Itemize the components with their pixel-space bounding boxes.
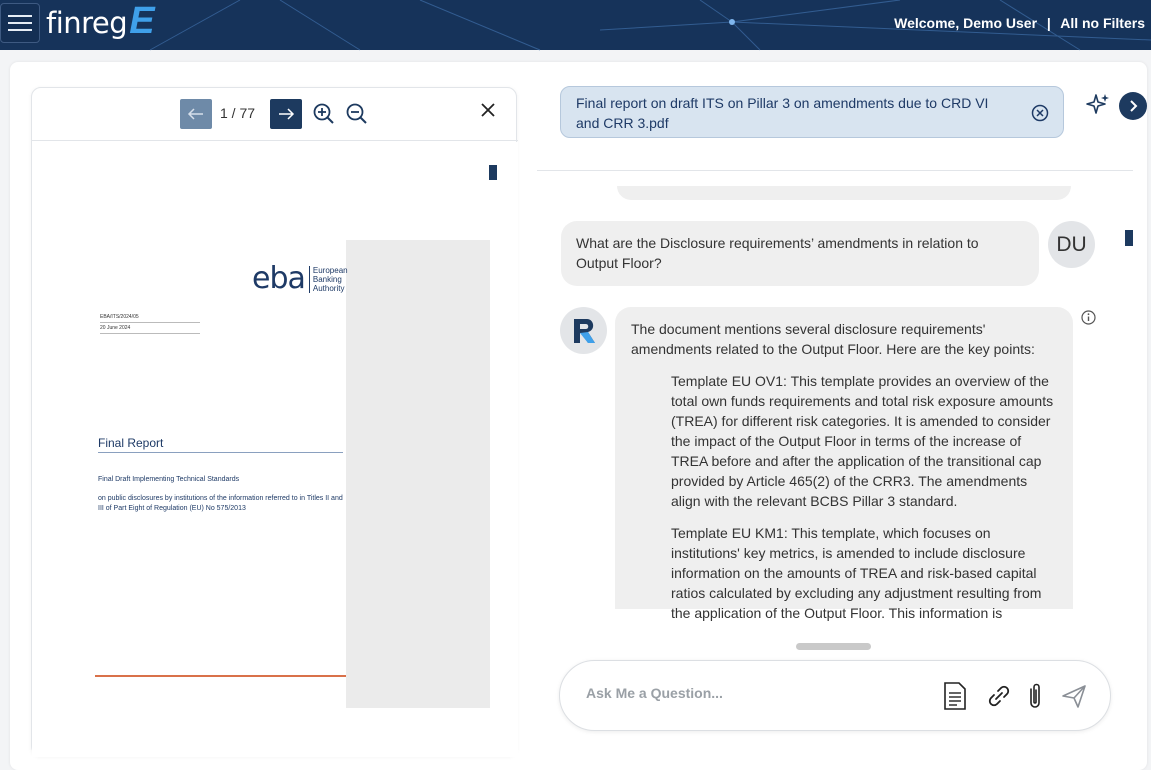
page-title: Final Report xyxy=(98,436,343,453)
question-input[interactable] xyxy=(586,685,916,701)
logo-text: finreg xyxy=(46,6,128,40)
filters-link[interactable]: All no Filters xyxy=(1060,15,1145,31)
document-reference xyxy=(100,312,200,334)
eba-logo-caption xyxy=(309,266,348,293)
bot-logo-icon xyxy=(567,314,601,348)
separator: | xyxy=(1046,15,1051,31)
user-welcome xyxy=(894,15,1145,31)
finrege-logo[interactable] xyxy=(46,0,155,44)
question-input-box xyxy=(559,660,1111,731)
chevron-right-icon xyxy=(1127,100,1139,112)
page-side-bar xyxy=(346,240,490,708)
doc-ref-number: EBA/ITS/2024/05 xyxy=(100,312,200,323)
scroll-handle[interactable] xyxy=(796,643,871,650)
zoom-out-icon[interactable] xyxy=(346,103,368,125)
next-page-button[interactable] xyxy=(270,99,302,129)
eba-logo xyxy=(252,261,348,296)
pdf-toolbar xyxy=(32,88,518,141)
expand-panel-button[interactable] xyxy=(1119,92,1147,120)
bot-avatar xyxy=(560,307,607,354)
page-marker xyxy=(489,165,497,180)
previous-page-button[interactable] xyxy=(180,99,212,129)
chat-divider xyxy=(537,170,1133,171)
bot-message xyxy=(615,307,1073,621)
top-navigation-bar xyxy=(0,0,1151,50)
document-icon[interactable] xyxy=(941,681,969,711)
sparkle-icon[interactable] xyxy=(1085,92,1111,118)
page-description: on public disclosures by institutions of the information referred to in Titles II and III of Part Eight of Regulation (EU) No 575/2013 xyxy=(98,495,343,512)
page-subtitle: Final Draft Implementing Technical Standards xyxy=(98,476,240,483)
page-divider xyxy=(95,675,346,677)
welcome-text: Welcome, Demo User xyxy=(894,15,1038,31)
page-indicator: 1 / 77 xyxy=(220,105,256,121)
remove-file-icon[interactable] xyxy=(1031,104,1049,122)
logo-accent: E xyxy=(129,0,155,42)
eba-line: Banking xyxy=(312,274,342,284)
scroll-marker xyxy=(1125,230,1133,246)
info-icon[interactable] xyxy=(1080,309,1097,326)
previous-message-bubble xyxy=(617,186,1071,200)
bot-point: Template EU OV1: This template provides an overview of the total own funds requirements and total risk exposure amounts (TREA) for different risk categories. It is amended to consider the impact of the Output Floor in terms of the increase of TREA before and after the application of the transitional cap provided by Article 465(2) of the CRR3. The amendments align with the relevant BCBS Pillar 3 standard. xyxy=(671,373,1054,509)
bot-intro: The document mentions several disclosure requirements' amendments related to the Output Floor. Here are the key points: xyxy=(631,321,1035,357)
eba-line: European xyxy=(312,265,348,275)
arrow-left-icon xyxy=(188,108,204,120)
pdf-viewer xyxy=(31,87,517,756)
bot-point: Template EU KM1: This template, which focuses on institutions' key metrics, is amended to include disclosure information on the amounts of TREA and risk-based capital ratios calculated by excluding any adjustment resulting from the application of the Output Floor. This information is xyxy=(671,525,1042,621)
zoom-in-icon[interactable] xyxy=(313,103,335,125)
arrow-right-icon xyxy=(278,108,294,120)
file-name: Final report on draft ITS on Pillar 3 on amendments due to CRD VI and CRR 3.pdf xyxy=(576,95,989,131)
doc-date: 20 June 2024 xyxy=(100,323,200,334)
attachment-icon[interactable] xyxy=(1024,681,1046,711)
pdf-page[interactable] xyxy=(32,142,518,757)
user-avatar: DU xyxy=(1048,221,1095,268)
eba-line: Authority xyxy=(312,283,345,293)
selected-file-chip[interactable] xyxy=(560,86,1064,138)
link-icon[interactable] xyxy=(984,681,1012,711)
close-icon[interactable] xyxy=(480,102,496,118)
send-icon[interactable] xyxy=(1060,681,1088,711)
menu-icon[interactable] xyxy=(0,3,40,43)
eba-logo-text: eba xyxy=(252,261,305,296)
user-message: What are the Disclosure requirements’ amendments in relation to Output Floor? xyxy=(561,221,1039,286)
